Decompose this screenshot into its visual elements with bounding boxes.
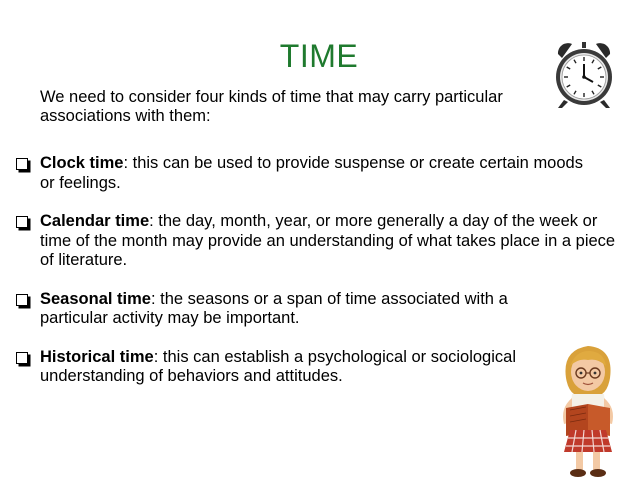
bullet-term: Seasonal time: [40, 289, 151, 308]
bullet-term: Clock time: [40, 154, 124, 172]
checkbox-bullet-icon: [16, 158, 28, 170]
intro-paragraph: We need to consider four kinds of time that may carry particular associations with them:: [40, 88, 503, 125]
girl-reading-book-icon: [548, 338, 638, 479]
bullet-text: : the day, month, year, or more generally a day of the week or time of the month may provide an understanding of what takes place in a piece of literature.: [40, 212, 616, 269]
bullet-term: Historical time: [40, 347, 154, 366]
checkbox-bullet-icon: [16, 352, 28, 364]
checkbox-bullet-icon: [16, 216, 28, 228]
slide-title: TIME: [279, 38, 359, 74]
bullet-text: : this can be used to provide suspense or create certain moods or feelings.: [40, 154, 583, 192]
bullet-text: : the seasons or a span of time associated with a particular activity may be important.: [40, 289, 508, 327]
bullet-text: : this can establish a psychological or sociological understanding of behaviors and attitudes.: [40, 347, 516, 385]
bullet-clock-time: [16, 154, 600, 193]
bullet-historical-time: [16, 348, 580, 387]
bullet-list: [16, 154, 616, 406]
bullet-calendar-time: [16, 212, 630, 271]
alarm-clock-icon: [548, 38, 620, 110]
checkbox-bullet-icon: [16, 294, 28, 306]
bullet-term: Calendar time: [40, 212, 150, 230]
bullet-seasonal-time: [16, 290, 580, 329]
